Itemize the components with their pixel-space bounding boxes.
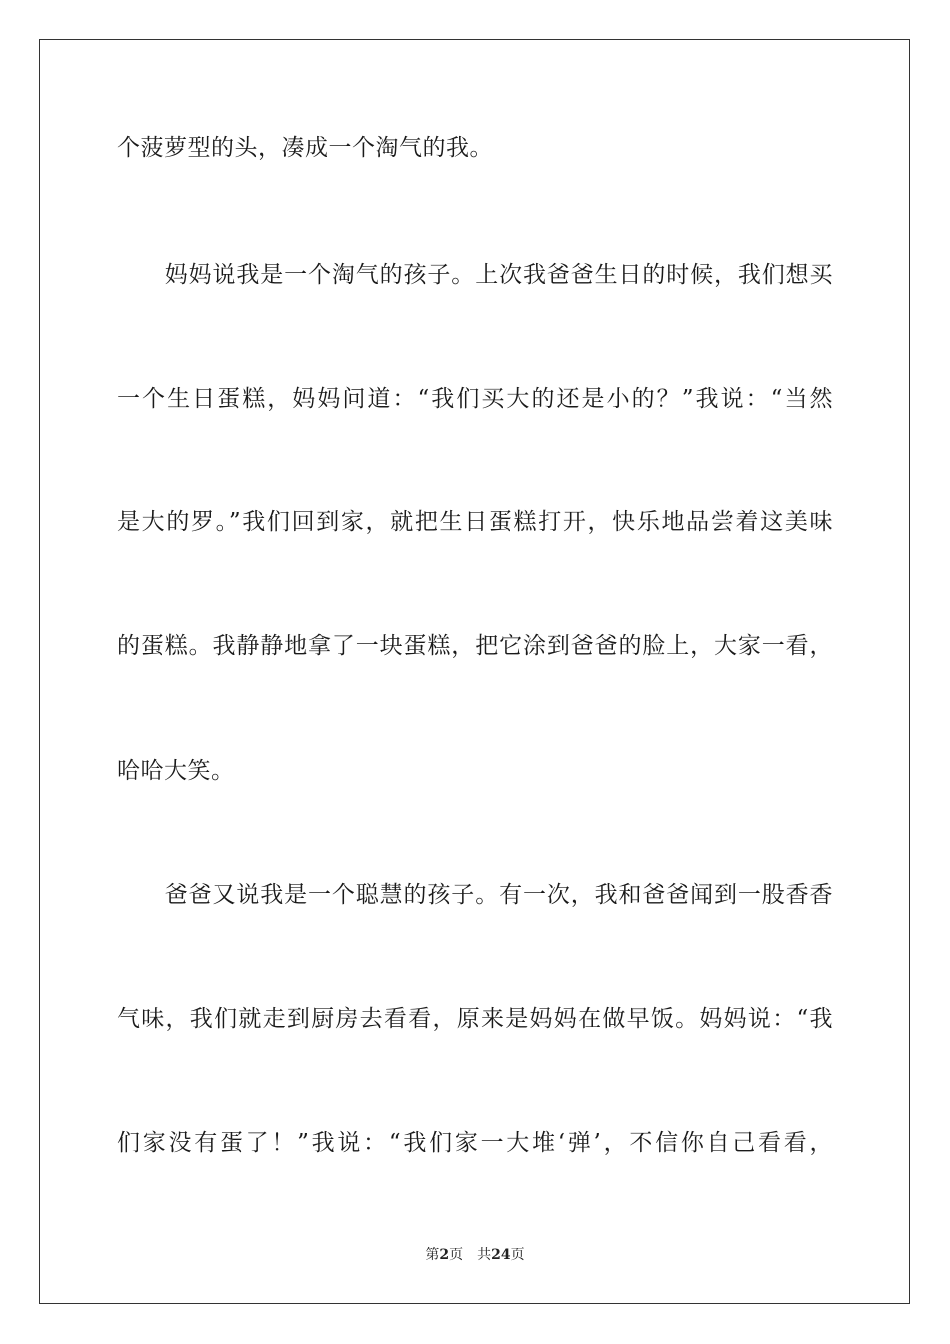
text-line-8: 气味，我们就走到厨房去看看，原来是妈妈在做早饭。妈妈说：“我 [117, 1006, 833, 1032]
page-border [39, 39, 910, 1304]
text-line-6: 哈哈大笑。 [117, 758, 235, 784]
page-number: 2 [439, 1247, 450, 1263]
total-suffix: 页 [510, 1247, 525, 1263]
text-line-2: 妈妈说我是一个淘气的孩子。上次我爸爸生日的时候，我们想买 [117, 262, 833, 288]
text-line-4: 是大的罗。”我们回到家，就把生日蛋糕打开，快乐地品尝着这美味 [117, 509, 833, 535]
total-prefix: 共 [477, 1247, 492, 1263]
text-line-3: 一个生日蛋糕，妈妈问道：“我们买大的还是小的？”我说：“当然 [117, 386, 833, 412]
text-line-9: 们家没有蛋了！”我说：“我们家一大堆‘弹’，不信你自己看看， [117, 1130, 833, 1156]
page-footer [0, 1246, 950, 1264]
page-prefix: 第 [425, 1247, 440, 1263]
text-line-7: 爸爸又说我是一个聪慧的孩子。有一次，我和爸爸闻到一股香香 [117, 882, 833, 908]
total-pages: 24 [491, 1247, 511, 1263]
text-line-1: 个菠萝型的头，凑成一个淘气的我。 [117, 135, 493, 161]
page-suffix: 页 [449, 1247, 464, 1263]
text-line-5: 的蛋糕。我静静地拿了一块蛋糕，把它涂到爸爸的脸上，大家一看， [117, 633, 833, 659]
